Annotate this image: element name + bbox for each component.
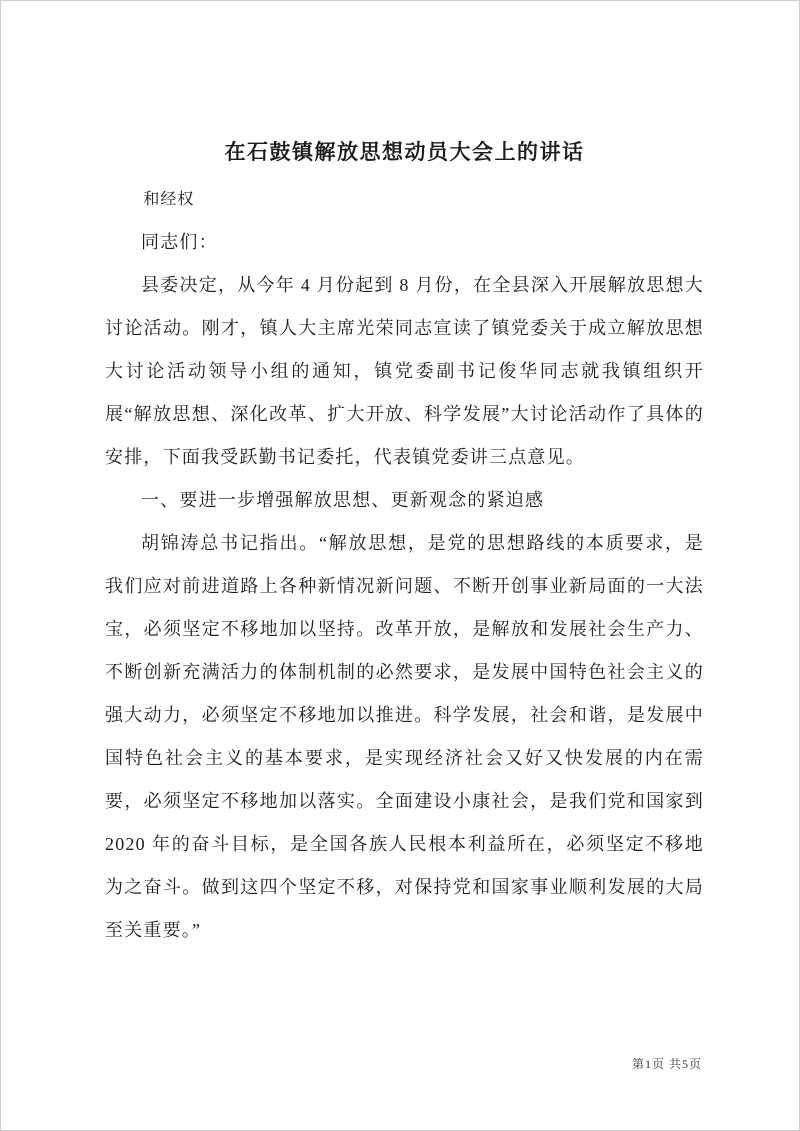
paragraph: 县委决定，从今年 4 月份起到 8 月份，在全县深入开展解放思想大讨论活动。刚才，镇人大主席光荣同志宣读了镇党委关于成立解放思想大讨论活动领导小组的通知，镇党委副书记俊华同志就我镇组织开展“解放思想、深化改革、扩大开放、科学发展”大讨论活动作了具体的安排，下面我受跃勤书记委托，代表镇党委讲三点意见。 bbox=[105, 275, 704, 467]
page-footer: 第1页 共5页 bbox=[631, 1057, 702, 1071]
paragraph: 胡锦涛总书记指出。“解放思想，是党的思想路线的本质要求，是我们应对前进道路上各种新情况新问题、不断开创事业新局面的一大法宝，必须坚定不移地加以坚持。改革开放，是解放和发展社会生产力、不断创新充满活力的体制机制的必然要求，是发展中国特色社会主义的强大动力，必须坚定不移地加以推进。科学发展，社会和谐，是发展中国特色社会主义的基本要求，是实现经济社会又好又快发展的内在需要，必须坚定不移地加以落实。全面建设小康社会，是我们党和国家到 2020 年的奋斗目标，是全国各族人民根本利益所在，必须坚定不移地为之奋斗。做到这四个坚定不移，对保持党和国家事业顺利发展的大局至关重要。” bbox=[105, 533, 704, 940]
section-heading: 一、要进一步增强解放思想、更新观念的紧迫感 bbox=[141, 490, 545, 510]
document-title: 在石鼓镇解放思想动员大会上的讲话 bbox=[224, 140, 585, 164]
author-line: 和经权 bbox=[143, 191, 195, 208]
document-body bbox=[105, 221, 704, 952]
salutation: 同志们： bbox=[141, 232, 218, 252]
document-content bbox=[1, 1, 799, 952]
